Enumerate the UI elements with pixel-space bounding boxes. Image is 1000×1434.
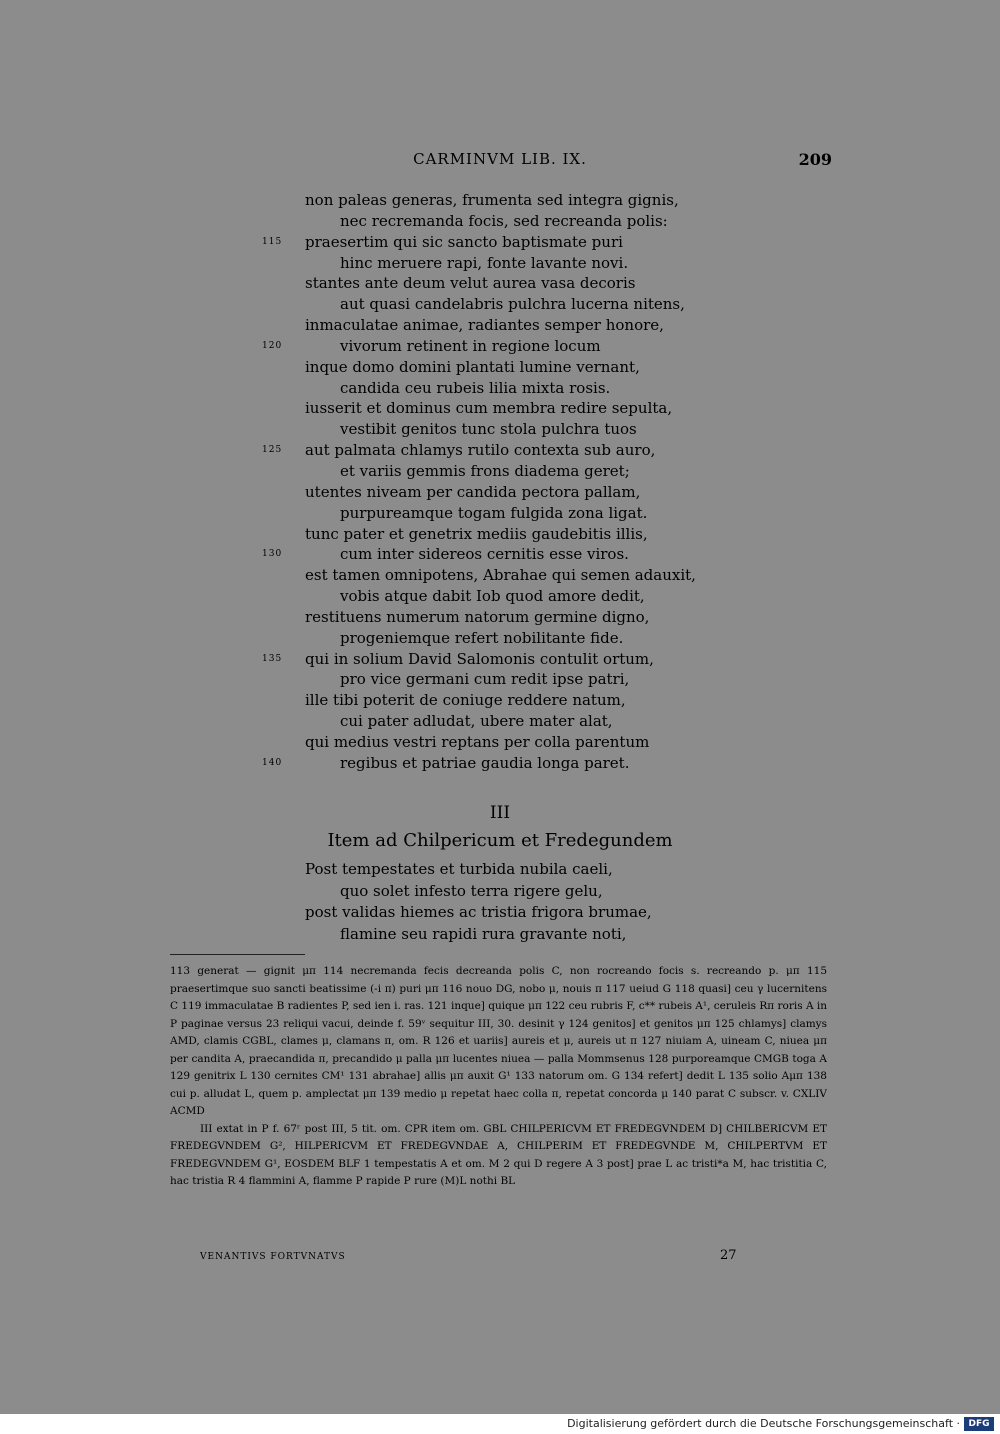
verse-text: cui pater adludat, ubere mater alat, [340,712,613,731]
verse-line [262,924,732,946]
verse-line [262,859,732,881]
verse-line [262,753,732,774]
verse-line [262,357,732,378]
verse-line [262,732,732,753]
verse-line [262,419,732,440]
verse-line [262,690,732,711]
verse-text: aut quasi candelabris pulchra lucerna nitens, [340,295,685,314]
verse-text: praesertim qui sic sancto baptismate puri [305,232,623,251]
apparatus-paragraph: III extat in P f. 67ʳ post III, 5 tit. om. CPR item om. GBL CHILPERICVM ET FREDEGVNDEM D] CHILBERICVM ET FREDEGVNDEM G², HILPERICVM ET FREDEGVNDAE A, CHILPERIM ET FREDEGVNDE M, CHILPERTVM ET FREDEGVNDEM G¹, EOSDEM BLF 1 tempestatis A et om. M 2 qui D regere A 3 post] prae L ac tristi*a M, hac tristitia C, hac tristia R 4 flammini A, flamme P rapide P rure (M)L nothi BL [170,1122,827,1187]
verse-text: qui medius vestri reptans per colla parentum [305,732,650,751]
verse-text: et variis gemmis frons diadema geret; [340,461,630,480]
verse-line [262,503,732,524]
poem-block [262,190,732,774]
verse-line [262,669,732,690]
verse-text: flamine seu rapidi rura gravante noti, [340,924,627,943]
verse-line [262,586,732,607]
verse-text: candida ceu rubeis lilia mixta rosis. [340,378,611,397]
verse-text: tunc pater et genetrix mediis gaudebitis illis, [305,524,648,543]
verse-line [262,253,732,274]
verse-text: qui in solium David Salomonis contulit ortum, [305,649,654,668]
footer-bar [0,1414,1000,1434]
line-number: 130 [262,549,283,560]
verse-text: non paleas generas, frumenta sed integra gignis, [305,191,679,209]
verse-text: purpureamque togam fulgida zona ligat. [340,503,648,522]
verse-line [262,273,732,294]
line-number: 135 [262,653,283,664]
signature-number: 27 [720,1248,737,1263]
signature-author: VENANTIVS FORTVNATVS [200,1252,346,1262]
critical-apparatus [170,963,827,1191]
verse-line [262,544,732,565]
verse-text: cum inter sidereos cernitis esse viros. [340,545,629,564]
verse-line [262,711,732,732]
verse-text: quo solet infesto terra rigere gelu, [340,881,603,900]
section-number: III [489,803,511,823]
verse-line [262,628,732,649]
verse-line [262,190,732,211]
verse-line [262,315,732,336]
verse-text: regibus et patriae gaudia longa paret. [340,753,630,772]
verse-line [262,902,732,924]
verse-line [262,524,732,545]
verse-line [262,378,732,399]
verse-text: Post tempestates et turbida nubila caeli, [305,860,613,878]
apparatus-paragraph: 113 generat — gignit μπ 114 necremanda fecis decreanda polis C, non rocreando focis s. recreando p. μπ 115 praesertimque suo sancti beatissime (-i π) puri μπ 116 nouo DG, nobo μ, nouis π 117 ueiud G 118 quasi] ceu γ lucernitens C 119 immaculatae B radientes P, sed ien i. ras. 121 inque] quique μπ 122 ceu rubris F, c** rubeis A¹, ceruleis Rπ roris A in P paginae versus 23 reliqui vacui, deinde f. 59ᵛ sequitur III, 30. desinit γ 124 genitos] et genitos μπ 125 chlamys] clamys AMD, clamis CGBL, clames μ, clamans π, om. R 126 et uariis] aureis et μ, aureis ut π 127 niuiam A, uineam C, niuea μπ per candita A, praecandida π, precandido μ palla μπ lucentes niuea — palla Mommsenus 128 purporeamque CMGB toga A 129 genitrix L 130 cernites CM¹ 131 abrahae] allis μπ auxit G¹ 133 natorum om. G 134 refert] dedit L 135 solio Aμπ 138 cui p. alludat L, quem p. amplectat μπ 139 medio μ repetat haec colla π, repetat concorda μ 140 parat C subscr. v. CXLIV ACMD [170,965,827,1117]
verse-line [262,565,732,586]
running-title: CARMINVM LIB. IX. [413,150,587,168]
verse-line [262,607,732,628]
verse-text: est tamen omnipotens, Abrahae qui semen adauxit, [305,566,696,585]
line-number: 120 [262,340,283,351]
verse-line [262,649,732,670]
verse-text: utentes niveam per candida pectora pallam, [305,482,641,501]
verse-text: aut palmata chlamys rutilo contexta sub auro, [305,441,656,460]
verse-line [262,398,732,419]
verse-line [262,211,732,232]
verse-text: iusserit et dominus cum membra redire sepulta, [305,399,673,418]
verse-text: hinc meruere rapi, fonte lavante novi. [340,253,629,272]
verse-text: post validas hiemes ac tristia frigora brumae, [305,903,652,921]
footnote-rule [170,954,305,955]
verse-text: stantes ante deum velut aurea vasa decoris [305,274,636,293]
page-number: 209 [798,150,832,169]
section-title: Item ad Chilpericum et Fredegundem [327,830,673,851]
verse-text: ille tibi poterit de coniuge reddere natum, [305,691,626,710]
verse-line [262,461,732,482]
poem-block-2 [262,859,732,945]
verse-text: progeniemque refert nobilitante fide. [340,628,624,647]
line-number: 140 [262,757,283,768]
footer-credit: Digitalisierung gefördert durch die Deutsche Forschungsgemeinschaft · [567,1417,960,1430]
dfg-logo: DFG [964,1417,994,1431]
verse-text: nec recremanda focis, sed recreanda polis: [340,211,668,230]
line-number: 115 [262,236,283,247]
verse-line [262,440,732,461]
verse-text: pro vice germani cum redit ipse patri, [340,670,630,689]
verse-line [262,881,732,903]
verse-line [262,336,732,357]
verse-text: restituens numerum natorum germine digno, [305,607,650,626]
verse-line [262,294,732,315]
verse-line [262,482,732,503]
verse-line [262,232,732,253]
verse-text: vobis atque dabit Iob quod amore dedit, [340,587,645,606]
verse-text: vestibit genitos tunc stola pulchra tuos [340,420,637,439]
line-number: 125 [262,445,283,456]
verse-text: inmaculatae animae, radiantes semper honore, [305,316,664,335]
verse-text: inque domo domini plantati lumine vernant, [305,357,640,376]
verse-text: vivorum retinent in regione locum [340,336,601,355]
